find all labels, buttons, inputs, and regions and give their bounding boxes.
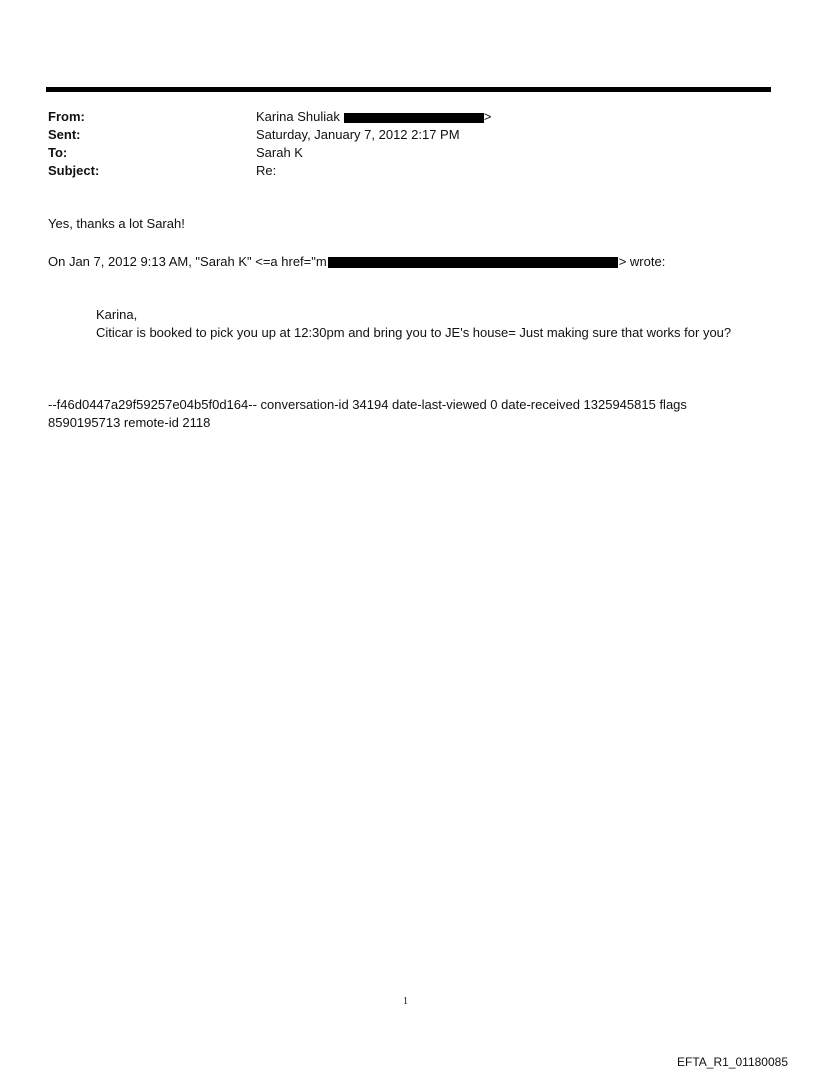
from-suffix: > [483, 109, 492, 124]
reply-text: Yes, thanks a lot Sarah! [48, 216, 185, 231]
to-row [48, 144, 768, 162]
sent-value: Saturday, January 7, 2012 2:17 PM [256, 127, 460, 142]
to-label: To: [48, 145, 68, 160]
document-id: EFTA_R1_01180085 [677, 1055, 788, 1069]
quote-intro-prefix: On Jan 7, 2012 9:13 AM, "Sarah K" <=a href="m [48, 254, 327, 269]
subject-value: Re: [256, 163, 277, 178]
quoted-message [96, 306, 731, 342]
redaction-bar [328, 257, 618, 268]
redaction-bar [344, 113, 484, 123]
from-row [48, 108, 768, 126]
quoted-greeting: Karina, [96, 307, 138, 322]
message-metadata: --f46d0447a29f59257e04b5f0d164-- conversation-id 34194 date-last-viewed 0 date-received 1325945815 flags 8590195713 remote-id 2118 [48, 397, 687, 430]
subject-label: Subject: [48, 163, 100, 178]
from-name: Karina Shuliak [256, 109, 340, 124]
quoted-body: Citicar is booked to pick you up at 12:30pm and bring you to JE's house= Just making sure that works for you? [96, 325, 732, 340]
sent-label: Sent: [48, 127, 81, 142]
quote-intro [48, 253, 665, 271]
header-rule [46, 87, 771, 92]
from-label: From: [48, 109, 85, 124]
page-number: 1 [403, 996, 408, 1007]
email-header [48, 108, 768, 180]
to-value: Sarah K [256, 145, 303, 160]
from-value [256, 108, 491, 126]
subject-row [48, 162, 768, 180]
quote-intro-suffix: > wrote: [618, 254, 666, 269]
sent-row [48, 126, 768, 144]
